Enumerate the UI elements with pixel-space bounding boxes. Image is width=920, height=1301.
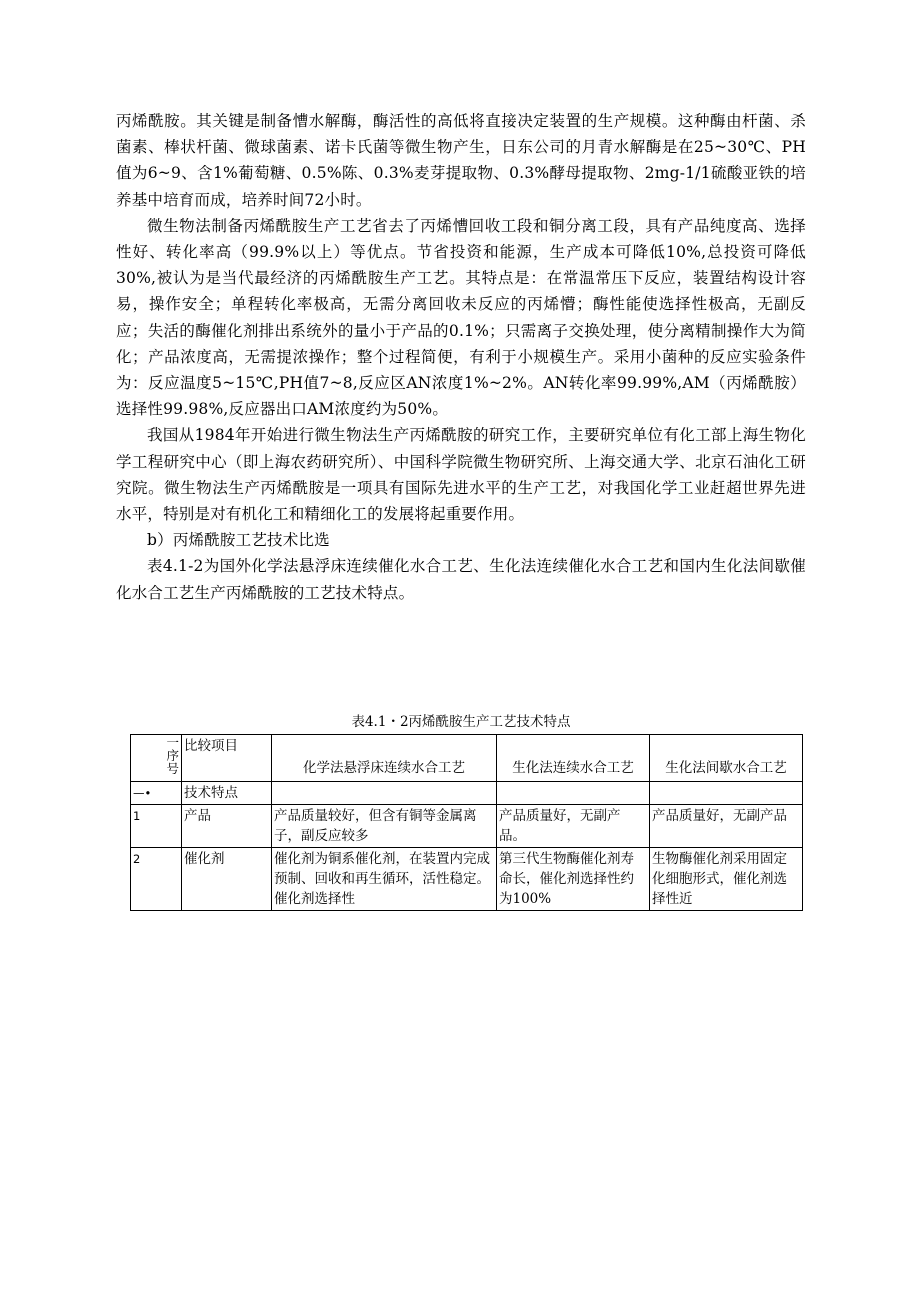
header-chemical-process-cell: 化学法悬浮床连续水合工艺	[272, 735, 497, 782]
section-heading-process-comparison: b）丙烯酰胺工艺技术比选	[147, 531, 330, 550]
header-seq-char: 序	[166, 748, 179, 763]
header-seq-char: 号	[166, 761, 179, 776]
section-title-cell: 技术特点	[182, 782, 272, 805]
row-bio-continuous-cell: 产品质量好，无副产品。	[497, 805, 650, 848]
row-item-cell: 催化剂	[182, 848, 272, 911]
header-seq-char: 一	[166, 735, 179, 750]
row-seq-cell: 1	[131, 805, 182, 848]
row-seq-cell: 2	[131, 848, 182, 911]
table-row	[131, 848, 803, 911]
header-seq-cell	[131, 735, 182, 782]
header-bio-continuous-cell: 生化法连续水合工艺	[497, 735, 650, 782]
table-section-row	[131, 782, 803, 805]
header-bio-batch-cell: 生化法间歇水合工艺	[650, 735, 803, 782]
table-row	[131, 805, 803, 848]
row-bio-continuous-cell: 第三代生物酶催化剂寿命长，催化剂选择性约为100%	[497, 848, 650, 911]
header-item-cell: 比较项目	[182, 735, 272, 782]
paragraph-enzyme-intro: 丙烯酰胺。其关键是制备慒水解酶，酶活性的高低将直接决定装置的生产规模。这种酶由杆菌、杀菌素、棒状杆菌、微球菌素、诺卡氏菌等微生物产生，日东公司的月青水解酶是在25~30℃、PH值为6~9、含1%葡萄糖、0.5%陈、0.3%麦芽提取物、0.3%酵母提取物、2mg-1/1硫酸亚铁的培养基中培育而成，培养时间72小时。	[116, 112, 806, 209]
paragraph-table-intro: 表4.1-2为国外化学法悬浮床连续催化水合工艺、生化法连续催化水合工艺和国内生化法间歇催化水合工艺生产丙烯酰胺的工艺技术特点。	[116, 557, 806, 602]
row-item-cell: 产品	[182, 805, 272, 848]
row-bio-batch-cell: 产品质量好，无副产品	[650, 805, 803, 848]
process-comparison-table	[130, 734, 803, 911]
paragraph-microbial-advantages: 微生物法制备丙烯酰胺生产工艺省去了丙烯慒回收工段和铜分离工段，具有产品纯度高、选择性好、转化率高（99.9%以上）等优点。节省投资和能源，生产成本可降低10%,总投资可降低30%,被认为是当代最经济的丙烯酰胺生产工艺。其特点是：在常温常压下反应，装置结构设计容易，操作安全；单程转化率极高，无需分离回收未反应的丙烯懵；酶性能使选择性极高，无副反应；失活的酶催化剂排出系统外的量小于产品的0.1%；只需离子交换处理，使分离精制操作大为简化；产品浓度高，无需提浓操作；整个过程简便，有利于小规模生产。采用小菌种的反应实验条件为：反应温度5~15℃,PH值7~8,反应区AN浓度1%~2%。AN转化率99.99%,AM（丙烯酰胺）选择性99.98%,反应器出口AM浓度约为50%。	[116, 216, 806, 419]
paragraph-china-research: 我国从1984年开始进行微生物法生产丙烯酰胺的研究工作，主要研究单位有化工部上海生物化学工程研究中心（即上海农药研究所）、中国科学院微生物研究所、上海交通大学、北京石油化工研究院。微生物法生产丙烯酰胺是一项具有国际先进水平的生产工艺，对我国化学工业赶超世界先进水平，特别是对有机化工和精细化工的发展将起重要作用。	[116, 426, 806, 524]
table-caption: 表4.1・2丙烯酰胺生产工艺技术特点	[351, 714, 571, 730]
document-page	[116, 108, 806, 907]
row-chemical-cell: 催化剂为铜系催化剂，在装置内完成预制、回收和再生循环，活性稳定。催化剂选择性	[272, 848, 497, 911]
section-seq-cell: —•	[131, 782, 182, 805]
row-bio-batch-cell: 生物酶催化剂采用固定化细胞形式，催化剂选择性近	[650, 848, 803, 911]
row-chemical-cell: 产品质量较好，但含有铜等金属离子，副反应较多	[272, 805, 497, 848]
table-header-row	[131, 735, 803, 782]
